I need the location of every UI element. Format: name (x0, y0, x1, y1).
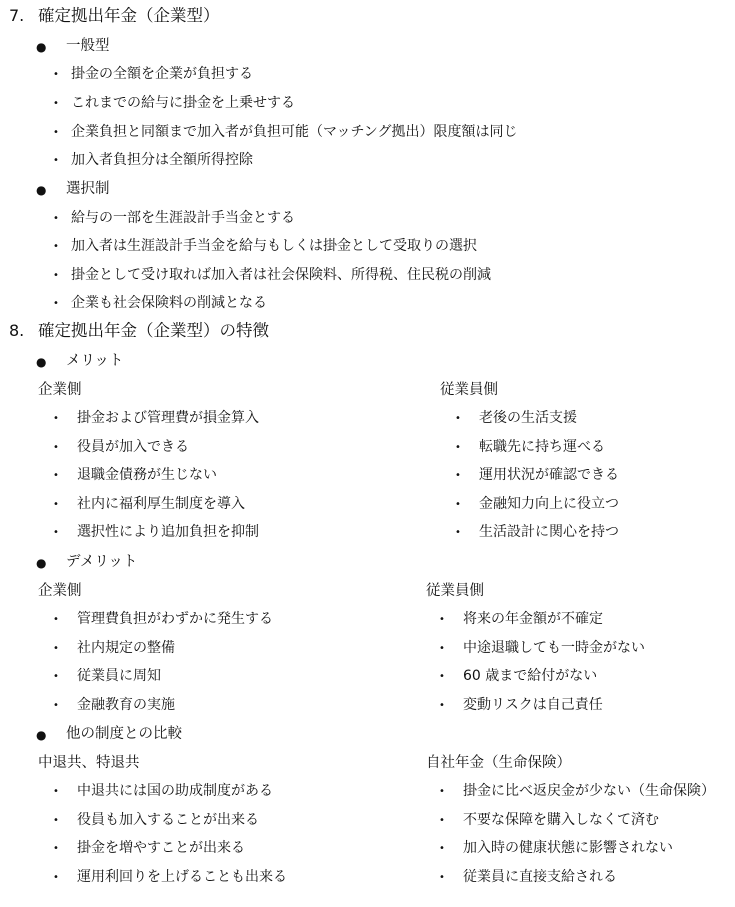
bullet-icon: ● (36, 556, 47, 570)
bullet-icon: ● (36, 728, 47, 742)
column-heading: 従業員側 (426, 583, 484, 599)
section7-number: 7. (9, 6, 25, 25)
bullet-icon: • (53, 643, 59, 654)
list-item: 運用利回りを上げることも出来る (77, 869, 287, 885)
list-item: 企業負担と同額まで加入者が負担可能（マッチング拠出）限度額は同じ (71, 124, 518, 140)
bullet-icon: ● (36, 40, 47, 54)
list-item: 退職金債務が生じない (77, 467, 217, 483)
section8-title: 確定拠出年金（企業型）の特徴 (38, 321, 269, 340)
bullet-icon: • (53, 69, 59, 80)
bullet-icon: • (455, 470, 461, 481)
bullet-icon: • (53, 815, 59, 826)
bullet-icon: • (53, 614, 59, 625)
list-item: 掛金として受け取れば加入者は社会保険料、所得税、住民税の削減 (71, 267, 491, 283)
bullet-icon: • (53, 700, 59, 711)
bullet-icon: • (53, 127, 59, 138)
list-item: 社内に福利厚生制度を導入 (77, 496, 245, 512)
bullet-icon: • (439, 815, 445, 826)
list-item: 加入者は生涯設計手当金を給与もしくは掛金として受取りの選択 (71, 238, 477, 254)
bullet-icon: • (53, 843, 59, 854)
bullet-icon: • (53, 671, 59, 682)
list-item: 運用状況が確認できる (479, 467, 619, 483)
list-item: 老後の生活支援 (479, 410, 577, 426)
bullet-icon: • (53, 298, 59, 309)
bullet-icon: • (439, 700, 445, 711)
bullet-icon: ● (36, 355, 47, 369)
list-item: 従業員に直接支給される (463, 869, 617, 885)
list-item: 加入者負担分は全額所得控除 (71, 152, 253, 168)
column-heading: 企業側 (38, 382, 82, 398)
bullet-icon: • (455, 413, 461, 424)
bullet-icon: • (53, 442, 59, 453)
bullet-icon: • (53, 786, 59, 797)
bullet-icon: • (439, 843, 445, 854)
bullet-icon: ● (36, 183, 47, 197)
bullet-icon: • (53, 241, 59, 252)
list-item: 加入時の健康状態に影響されない (463, 840, 673, 856)
list-item: 金融教育の実施 (77, 697, 175, 713)
bullet-icon: • (439, 643, 445, 654)
merit-heading: メリット (66, 353, 124, 369)
bullet-icon: • (53, 413, 59, 424)
list-item: 不要な保障を購入しなくて済む (463, 812, 659, 828)
list-item: 社内規定の整備 (77, 640, 175, 656)
list-item: 転職先に持ち運べる (479, 439, 605, 455)
list-item: これまでの給与に掛金を上乗せする (71, 95, 295, 111)
list-item: 掛金の全額を企業が負担する (71, 66, 253, 82)
list-item: 選択性により追加負担を抑制 (77, 524, 259, 540)
section8-number: 8. (9, 321, 25, 340)
list-item: 60 歳まで給付がない (463, 668, 598, 684)
list-item: 役員が加入できる (77, 439, 189, 455)
comparison-heading: 他の制度との比較 (66, 726, 182, 742)
list-item: 中退共には国の助成制度がある (77, 783, 273, 799)
list-item: 給与の一部を生涯設計手当金とする (71, 210, 295, 226)
bullet-icon: • (439, 786, 445, 797)
group-heading-general: 一般型 (66, 38, 110, 54)
bullet-icon: • (53, 470, 59, 481)
bullet-icon: • (455, 527, 461, 538)
bullet-icon: • (53, 270, 59, 281)
bullet-icon: • (53, 98, 59, 109)
bullet-icon: • (455, 442, 461, 453)
bullet-icon: • (439, 614, 445, 625)
bullet-icon: • (53, 872, 59, 883)
list-item: 中途退職しても一時金がない (463, 640, 645, 656)
bullet-icon: • (439, 872, 445, 883)
list-item: 変動リスクは自己責任 (463, 697, 603, 713)
bullet-icon: • (439, 671, 445, 682)
column-heading: 従業員側 (440, 382, 498, 398)
list-item: 掛金に比べ返戻金が少ない（生命保険） (463, 783, 715, 799)
column-heading: 自社年金（生命保険） (426, 755, 571, 771)
bullet-icon: • (455, 499, 461, 510)
list-item: 生活設計に関心を持つ (479, 524, 619, 540)
column-heading: 中退共、特退共 (38, 755, 140, 771)
bullet-icon: • (53, 499, 59, 510)
list-item: 従業員に周知 (77, 668, 161, 684)
bullet-icon: • (53, 527, 59, 538)
list-item: 金融知力向上に役立つ (479, 496, 619, 512)
list-item: 企業も社会保険料の削減となる (71, 295, 267, 311)
bullet-icon: • (53, 213, 59, 224)
column-heading: 企業側 (38, 583, 82, 599)
bullet-icon: • (53, 155, 59, 166)
list-item: 将来の年金額が不確定 (463, 611, 603, 627)
list-item: 掛金を増やすことが出来る (77, 840, 245, 856)
demerit-heading: デメリット (66, 554, 138, 570)
list-item: 役員も加入することが出来る (77, 812, 259, 828)
group-heading-selective: 選択制 (66, 181, 110, 197)
list-item: 掛金および管理費が損金算入 (77, 410, 259, 426)
list-item: 管理費負担がわずかに発生する (77, 611, 273, 627)
section7-title: 確定拠出年金（企業型） (38, 6, 220, 25)
